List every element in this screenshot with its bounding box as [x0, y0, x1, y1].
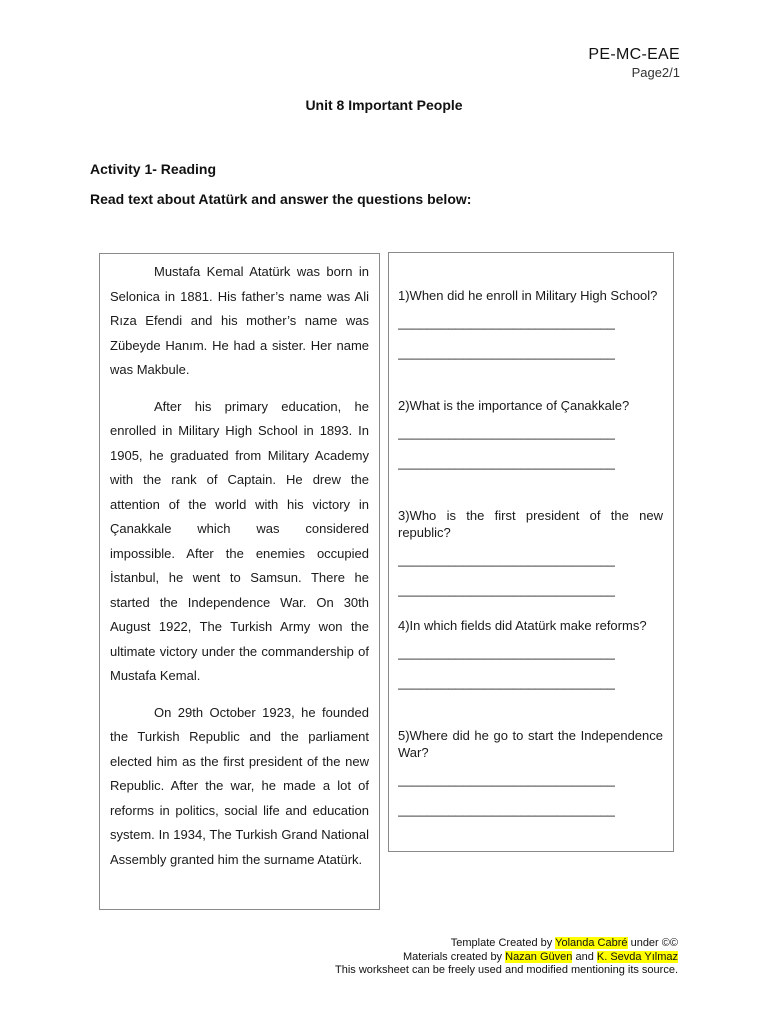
answer-line[interactable]: ______________________________ — [398, 425, 615, 440]
question-block-4 — [398, 617, 663, 727]
license-icon: ©© — [661, 937, 678, 949]
answer-line[interactable]: ______________________________ — [398, 455, 615, 470]
footer-line-materials: Materials created by Nazan Güven and K. Sevda Yılmaz — [403, 950, 678, 963]
author-name: Yolanda Cabré — [555, 937, 628, 949]
unit-title: Unit 8 Important People — [305, 97, 463, 113]
activity-heading: Activity 1- Reading — [90, 161, 217, 177]
reading-paragraph-1: Mustafa Kemal Atatürk was born in Selonica in 1881. His father’s name was Ali Rıza Efendi and his mother’s name was Zübeyde Hanım. He had a sister. Her name was Makbule. — [110, 264, 369, 377]
question-5: 5)Where did he go to start the Independence War? — [398, 728, 663, 760]
questions-box — [388, 252, 674, 852]
reading-paragraph-2: After his primary education, he enrolled in Military High School in 1893. In 1905, he graduated from Military Academy with the rank of Captain. He drew the attention of the world with his victory in Çanakkale which was considered impossible. After the enemies occupied İstanbul, he went to Samsun. There he started the Independence War. On 30th August 1922, The Turkish Army won the ultimate victory under the commandership of Mustafa Kemal. — [110, 398, 369, 683]
answer-line[interactable]: ______________________________ — [398, 645, 615, 660]
document-code: PE-MC-EAE — [588, 46, 680, 63]
question-2: 2)What is the importance of Çanakkale? — [398, 398, 630, 413]
answer-line[interactable]: ______________________________ — [398, 582, 615, 597]
answer-line[interactable]: ______________________________ — [398, 675, 615, 690]
question-block-1 — [398, 287, 663, 397]
question-4: 4)In which fields did Atatürk make reforms? — [398, 618, 647, 633]
author-name: K. Sevda Yılmaz — [596, 950, 678, 963]
question-block-5 — [398, 727, 663, 837]
question-1: 1)When did he enroll in Military High School? — [398, 288, 658, 303]
question-block-3 — [398, 507, 663, 617]
answer-line[interactable]: ______________________________ — [398, 345, 615, 360]
answer-line[interactable]: ______________________________ — [398, 315, 615, 330]
author-name: Nazan Güven — [505, 950, 573, 963]
footer-line-license: This worksheet can be freely used and modified mentioning its source. — [334, 964, 678, 976]
answer-line[interactable]: ______________________________ — [398, 772, 615, 787]
reading-text-box — [99, 253, 380, 910]
instruction-heading: Read text about Atatürk and answer the questions below: — [90, 191, 472, 207]
answer-line[interactable]: ______________________________ — [398, 802, 615, 817]
reading-paragraph-3: On 29th October 1923, he founded the Turkish Republic and the parliament elected him as the first president of the new Republic. After the war, he made a lot of reforms in politics, social life and education system. In 1934, The Turkish Grand National Assembly granted him the surname Atatürk. — [110, 704, 369, 867]
footer-line-template: Template Created by Yolanda Cabré under ©© — [450, 937, 678, 949]
question-3: 3)Who is the first president of the new republic? — [398, 508, 663, 540]
page-number: Page2/1 — [631, 65, 680, 80]
question-block-2 — [398, 397, 663, 507]
answer-line[interactable]: ______________________________ — [398, 552, 615, 567]
footer-credits — [335, 937, 678, 978]
